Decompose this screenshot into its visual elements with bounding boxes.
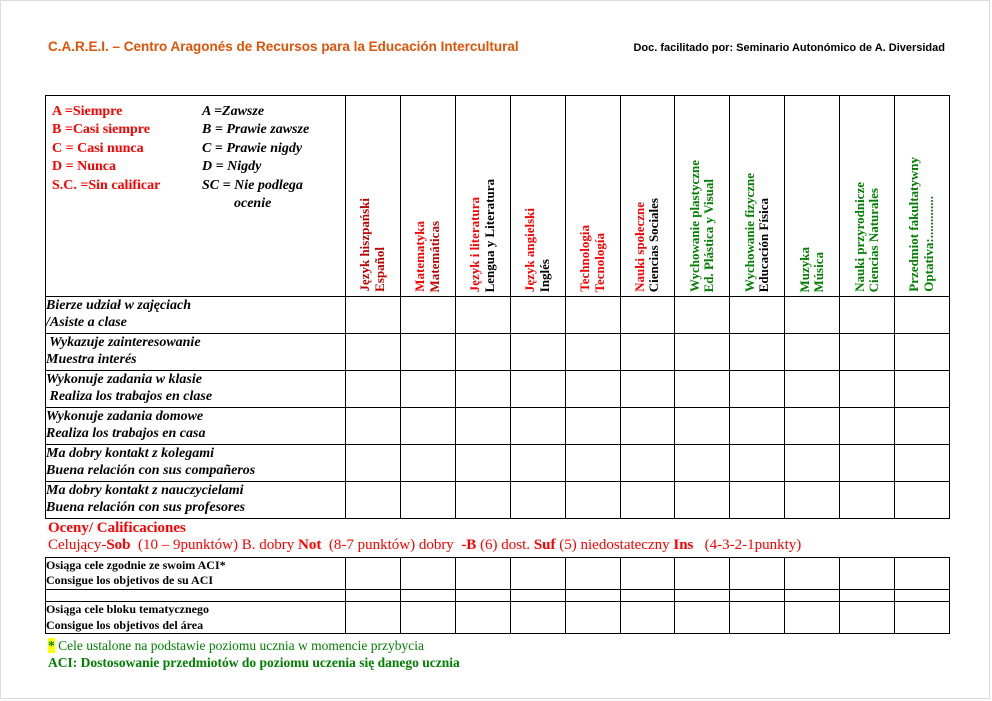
grade-cell bbox=[895, 445, 950, 482]
footnote-star-line bbox=[48, 638, 949, 655]
grade-cell bbox=[565, 445, 620, 482]
subject-name-es: Optativa:............. bbox=[921, 196, 937, 292]
subject-name-pl: Język angielski bbox=[522, 207, 538, 292]
grade-cell bbox=[895, 408, 950, 445]
grade-cell bbox=[785, 482, 840, 519]
criterion-label-pl: Bierze udział w zajęciach bbox=[46, 298, 192, 313]
page-title: C.A.R.E.I. – Centro Aragonés de Recursos para la Educación Intercultural bbox=[48, 39, 519, 54]
grade-cell bbox=[346, 557, 401, 589]
grade-cell bbox=[400, 601, 455, 633]
grade-cell bbox=[455, 334, 510, 371]
subject-column-header bbox=[346, 96, 401, 297]
grade-cell bbox=[620, 408, 675, 445]
grade-cell bbox=[730, 445, 785, 482]
criterion-label-pl: Ma dobry kontakt z kolegami bbox=[46, 446, 215, 461]
subject-header-labels bbox=[730, 96, 784, 296]
subject-column-header bbox=[510, 96, 565, 297]
grades-section bbox=[48, 520, 949, 554]
grade-cell bbox=[675, 482, 730, 519]
grade-scale-segment: Celujący- bbox=[48, 537, 107, 554]
subject-name-es: Tecnología bbox=[591, 232, 607, 292]
subject-header-labels bbox=[566, 96, 620, 296]
grade-cell bbox=[400, 334, 455, 371]
grade-cell bbox=[346, 297, 401, 334]
grade-cell bbox=[620, 445, 675, 482]
subject-column-header bbox=[400, 96, 455, 297]
grade-cell bbox=[785, 408, 840, 445]
grade-scale-segment: (5) niedostateczny bbox=[555, 537, 674, 554]
page-header bbox=[1, 1, 989, 54]
grade-cell bbox=[675, 601, 730, 633]
grade-cell bbox=[400, 371, 455, 408]
aci-table bbox=[45, 557, 950, 634]
grade-cell bbox=[675, 557, 730, 589]
grading-legend bbox=[46, 96, 345, 214]
grade-cell bbox=[565, 408, 620, 445]
grade-cell bbox=[346, 482, 401, 519]
grade-cell bbox=[730, 408, 785, 445]
grade-cell bbox=[840, 557, 895, 589]
subject-name-pl: Język i literatura bbox=[467, 196, 483, 292]
grade-cell bbox=[510, 334, 565, 371]
grade-cell bbox=[346, 445, 401, 482]
aci-row bbox=[46, 601, 950, 633]
criterion-label-es: /Asiste a clase bbox=[46, 315, 127, 331]
grade-cell bbox=[455, 601, 510, 633]
subject-name-es: Lengua y Literatura bbox=[481, 178, 497, 292]
grade-scale-segment: Suf bbox=[533, 537, 556, 554]
aci-row bbox=[46, 557, 950, 589]
spacer-cell bbox=[730, 589, 785, 601]
subject-name-pl: Muzyka bbox=[796, 246, 812, 292]
subject-name-es: Ed. Plástica y Visual bbox=[701, 178, 717, 292]
doc-facilitado-note: Doc. facilitado por: Seminario Autonómico de A. Diversidad bbox=[633, 42, 945, 54]
grade-cell bbox=[346, 334, 401, 371]
legend-polish-column bbox=[202, 103, 309, 214]
aci-label bbox=[46, 557, 346, 589]
grade-cell bbox=[730, 557, 785, 589]
grade-cell bbox=[675, 445, 730, 482]
subject-header-labels bbox=[401, 96, 455, 296]
subject-name-es: Educación Física bbox=[756, 197, 772, 292]
spacer-cell bbox=[785, 589, 840, 601]
grade-cell bbox=[785, 334, 840, 371]
grade-cell bbox=[620, 482, 675, 519]
grade-cell bbox=[510, 601, 565, 633]
spacer-label-cell bbox=[46, 589, 346, 601]
grade-cell bbox=[510, 297, 565, 334]
grade-cell bbox=[346, 408, 401, 445]
grade-cell bbox=[840, 334, 895, 371]
legend-line-es: A =Siempre bbox=[52, 104, 123, 119]
grade-cell bbox=[895, 557, 950, 589]
grade-cell bbox=[895, 601, 950, 633]
subject-header-labels bbox=[675, 96, 729, 296]
subject-column-header bbox=[785, 96, 840, 297]
grade-cell bbox=[620, 557, 675, 589]
grade-cell bbox=[346, 371, 401, 408]
grades-scale-line bbox=[48, 537, 949, 554]
grade-scale-segment: Sob bbox=[106, 537, 131, 554]
legend-line-pl: B = Prawie zawsze bbox=[202, 122, 310, 138]
grade-cell bbox=[730, 371, 785, 408]
spacer-cell bbox=[400, 589, 455, 601]
grades-title: Oceny/ Calificaciones bbox=[48, 520, 186, 536]
grade-scale-segment: (6) dost. bbox=[476, 537, 534, 554]
subject-name-pl: Przedmiot fakultatywny bbox=[906, 157, 922, 292]
grade-cell bbox=[620, 371, 675, 408]
spacer-cell bbox=[510, 589, 565, 601]
subject-name-pl: Nauki przyrodnicze bbox=[851, 182, 867, 292]
grade-cell bbox=[455, 557, 510, 589]
grade-cell bbox=[785, 371, 840, 408]
grade-scale-segment: Ins bbox=[673, 537, 694, 554]
grade-cell bbox=[730, 334, 785, 371]
subject-name-es: Ciencias Sociales bbox=[646, 197, 662, 292]
grade-scale-segment: (4-3-2-1punkty) bbox=[693, 537, 802, 554]
legend-line-pl: D = Nigdy bbox=[202, 159, 262, 175]
subject-name-es: Español bbox=[371, 247, 387, 292]
subject-name-pl: Technologia bbox=[577, 225, 593, 292]
grade-cell bbox=[730, 601, 785, 633]
grade-cell bbox=[455, 445, 510, 482]
legend-line-es: D = Nunca bbox=[52, 159, 116, 175]
subject-name-pl: Matematyka bbox=[412, 221, 428, 292]
grade-cell bbox=[840, 482, 895, 519]
subject-name-es: Ciencias Naturales bbox=[866, 187, 882, 292]
subject-header-labels bbox=[785, 96, 839, 296]
grade-cell bbox=[400, 297, 455, 334]
subject-header-labels bbox=[511, 96, 565, 296]
criterion-row bbox=[46, 297, 950, 334]
subject-column-header bbox=[730, 96, 785, 297]
subject-header-labels bbox=[346, 96, 400, 296]
subject-name-pl: Nauki społeczne bbox=[631, 202, 647, 292]
subject-column-header bbox=[620, 96, 675, 297]
grade-cell bbox=[675, 334, 730, 371]
grade-cell bbox=[895, 371, 950, 408]
subject-column-header bbox=[895, 96, 950, 297]
criterion-label bbox=[46, 482, 346, 519]
legend-cell bbox=[46, 96, 346, 297]
grade-cell bbox=[400, 408, 455, 445]
grade-scale-segment: (8-7 punktów) dobry bbox=[321, 537, 462, 554]
criterion-row bbox=[46, 371, 950, 408]
grade-cell bbox=[840, 408, 895, 445]
grade-cell bbox=[840, 445, 895, 482]
legend-line-es: S.C. =Sin calificar bbox=[52, 177, 161, 193]
grade-scale-segment: Not bbox=[298, 537, 322, 554]
criterion-label-es: Realiza los trabajos en casa bbox=[46, 426, 206, 442]
legend-line-es: C = Casi nunca bbox=[52, 140, 144, 156]
grade-cell bbox=[510, 557, 565, 589]
subject-header-labels bbox=[621, 96, 675, 296]
subject-column-header bbox=[675, 96, 730, 297]
grade-cell bbox=[895, 334, 950, 371]
grade-scale-segment: (10 – 9punktów) B. dobry bbox=[130, 537, 298, 554]
grade-cell bbox=[675, 408, 730, 445]
subject-header-row bbox=[46, 96, 950, 297]
subject-header-labels bbox=[895, 96, 949, 296]
legend-line-pl: A =Zawsze bbox=[202, 104, 265, 119]
aci-label-es: Consigue los objetivos del área bbox=[46, 617, 204, 632]
legend-line-pl: ocenie bbox=[234, 196, 272, 212]
aci-label-es: Consigue los objetivos de su ACI bbox=[46, 573, 214, 588]
criterion-label-pl: Wykonuje zadania domowe bbox=[46, 409, 204, 424]
spacer-cell bbox=[675, 589, 730, 601]
grade-cell bbox=[730, 297, 785, 334]
grade-cell bbox=[400, 482, 455, 519]
grade-cell bbox=[346, 601, 401, 633]
subject-column-header bbox=[565, 96, 620, 297]
grade-cell bbox=[840, 601, 895, 633]
spacer-cell bbox=[895, 589, 950, 601]
criterion-label-pl: Ma dobry kontakt z nauczycielami bbox=[46, 483, 244, 498]
grade-cell bbox=[675, 297, 730, 334]
grade-cell bbox=[565, 601, 620, 633]
grade-cell bbox=[785, 297, 840, 334]
grade-cell bbox=[565, 297, 620, 334]
grade-cell bbox=[455, 482, 510, 519]
evaluation-table bbox=[45, 95, 950, 519]
subject-name-pl: Wychowanie fizyczne bbox=[741, 172, 757, 292]
criterion-label-es: Buena relación con sus compañeros bbox=[46, 463, 256, 479]
criterion-label bbox=[46, 371, 346, 408]
grade-cell bbox=[895, 297, 950, 334]
subject-column-header bbox=[455, 96, 510, 297]
aci-label bbox=[46, 601, 346, 633]
criterion-label bbox=[46, 408, 346, 445]
grade-cell bbox=[565, 557, 620, 589]
grade-cell bbox=[840, 371, 895, 408]
grade-cell bbox=[840, 297, 895, 334]
spacer-row bbox=[46, 589, 950, 601]
subject-name-es: Matemáticas bbox=[426, 220, 442, 292]
criterion-label bbox=[46, 445, 346, 482]
grade-cell bbox=[620, 334, 675, 371]
criterion-label bbox=[46, 297, 346, 334]
criterion-label-pl: Wykazuje zainteresowanie bbox=[46, 335, 201, 350]
footnote-star-marker: * bbox=[48, 638, 55, 654]
grade-cell bbox=[620, 601, 675, 633]
subject-header-labels bbox=[456, 96, 510, 296]
criterion-row bbox=[46, 445, 950, 482]
grade-cell bbox=[565, 371, 620, 408]
criterion-label-pl: Wykonuje zadania w klasie bbox=[46, 372, 202, 387]
spacer-cell bbox=[620, 589, 675, 601]
grade-cell bbox=[400, 557, 455, 589]
subject-header-labels bbox=[840, 96, 894, 296]
subject-name-pl: Wychowanie plastyczne bbox=[686, 159, 702, 292]
grade-cell bbox=[455, 297, 510, 334]
grade-scale-segment: -B bbox=[461, 537, 477, 554]
grade-cell bbox=[730, 482, 785, 519]
criterion-label-es: Realiza los trabajos en clase bbox=[46, 389, 213, 405]
grade-cell bbox=[455, 371, 510, 408]
grade-cell bbox=[510, 408, 565, 445]
criterion-row bbox=[46, 408, 950, 445]
grade-cell bbox=[455, 408, 510, 445]
criterion-label-es: Muestra interés bbox=[46, 352, 137, 368]
grade-cell bbox=[510, 371, 565, 408]
grade-cell bbox=[565, 482, 620, 519]
legend-line-pl: C = Prawie nigdy bbox=[202, 140, 303, 156]
legend-spanish-column bbox=[52, 103, 202, 214]
criterion-label bbox=[46, 334, 346, 371]
subject-name-pl: Język hiszpański bbox=[357, 198, 373, 292]
subject-name-es: Inglés bbox=[536, 258, 552, 292]
grade-cell bbox=[400, 445, 455, 482]
footnote-aci-definition: ACI: Dostosowanie przedmiotów do poziomu uczenia się danego ucznia bbox=[48, 655, 460, 670]
criterion-row bbox=[46, 334, 950, 371]
grade-cell bbox=[785, 557, 840, 589]
footnotes bbox=[48, 638, 949, 672]
grade-cell bbox=[565, 334, 620, 371]
aci-label-pl: Osiąga cele bloku tematycznego bbox=[46, 601, 209, 616]
spacer-cell bbox=[840, 589, 895, 601]
grade-cell bbox=[895, 482, 950, 519]
grade-cell bbox=[675, 371, 730, 408]
criterion-label-es: Buena relación con sus profesores bbox=[46, 500, 246, 516]
grade-cell bbox=[785, 601, 840, 633]
spacer-cell bbox=[455, 589, 510, 601]
subject-column-header bbox=[840, 96, 895, 297]
legend-line-es: B =Casi siempre bbox=[52, 122, 150, 138]
footnote-star-text: Cele ustalone na podstawie poziomu ucznia w momencie przybycia bbox=[54, 638, 425, 654]
grade-cell bbox=[785, 445, 840, 482]
grade-cell bbox=[510, 445, 565, 482]
legend-line-pl: SC = Nie podlega bbox=[202, 177, 303, 193]
grade-cell bbox=[620, 297, 675, 334]
spacer-cell bbox=[565, 589, 620, 601]
grade-cell bbox=[510, 482, 565, 519]
aci-label-pl: Osiąga cele zgodnie ze swoim ACI* bbox=[46, 557, 226, 572]
criterion-row bbox=[46, 482, 950, 519]
spacer-cell bbox=[346, 589, 401, 601]
subject-name-es: Música bbox=[811, 251, 827, 292]
